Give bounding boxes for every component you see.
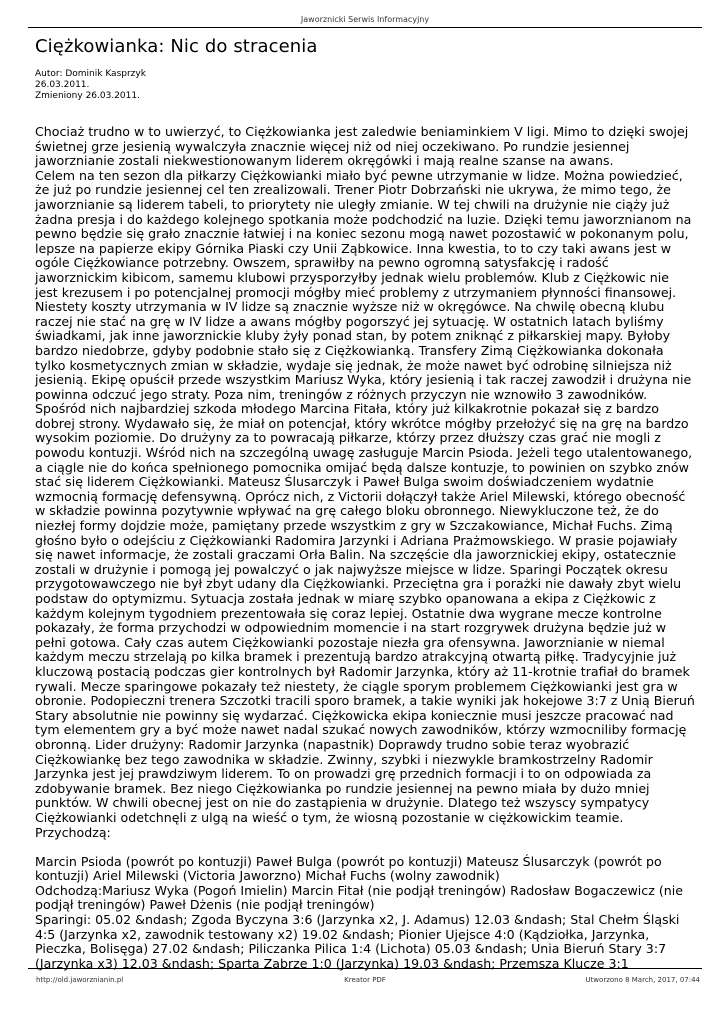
- paragraph-friendlies: Sparingi: 05.02 &ndash; Zgoda Byczyna 3:6 (Jarzynka x2, J. Adamus) 12.03 &ndash; Stal Chełm Śląski 4:5 (Jarzynka x2, zawodnik testowany x2) 19.02 &ndash; Pionier Ujejsce 4:0 (Kądziołka, Jarzynka, Pieczka, Bolisęga) 27.02 &ndash; Piliczanka Pilica 1:4 (Lichota) 05.03 &ndash; Unia Bieruń Stary 3:7 (Jarzynka x3) 12.03 &ndash; Sparta Zabrze 1:0 (Jarzynka) 19.03 &ndash; Przemsza Klucze 3:1: [35, 912, 680, 971]
- author-line: Autor: Dominik Kasprzyk: [35, 69, 146, 79]
- paragraph-intro: Chociaż trudno w to uwierzyć, to Ciężkowianka jest zaledwie beniaminkiem V ligi. Mimo to dzięki swojej świetnej grze jesienią wywalczyła znacznie więcej niż od niej oczekiwano. Po rundzie jesiennej jaworznianie zostali niekwestionowanym liderem okręgówki i mają realne szanse na awans.: [35, 124, 689, 169]
- paragraph-departures: Odchodzą:Mariusz Wyka (Pogoń Imielin) Marcin Fitał (nie podjął treningów) Radosław Bogaczewicz (nie podjął treningów) Paweł Dżenis (nie podjął treningów): [35, 882, 683, 913]
- footer-url-link[interactable]: http://old.jaworznianin.pl: [36, 976, 124, 984]
- article-title: Ciężkowianka: Nic do stracenia: [35, 36, 318, 57]
- site-name: Jaworznicki Serwis Informacyjny: [300, 15, 430, 24]
- article-meta: [35, 69, 146, 102]
- paragraph-arrivals: Marcin Psioda (powrót po kontuzji) Paweł Bulga (powrót po kontuzji) Mateusz Ślusarczyk (powrót po kontuzji) Ariel Milewski (Victoria Jaworzno) Michał Fuchs (wolny zawodnik): [35, 853, 662, 884]
- paragraph-main: Celem na ten sezon dla piłkarzy Ciężkowianki miało być pewne utrzymanie w lidze. Można powiedzieć, że już po rundzie jesiennej cel ten zrealizowali. Trener Piotr Dobrzański nie ukrywa, że mimo tego, że jaworznianie są liderem tabeli, to priorytety nie uległy zmianie. W tej chwili na drużynie nie ciąży już żadna presja i do każdego kolejnego spotkania może podchodzić na luzie. Dzięki temu jaworznianom na pewno będzie się grało znacznie łatwiej i na koniec sezonu mogą nawet pozostawić w pokonanym polu, lepsze na papierze ekipy Górnika Piaski czy Unii Ząbkowice. Inna kwestia, to to czy taki awans jest w ogóle Ciężkowiance potrzebny. Owszem, sprawiłby na pewno ogromną satysfakcję i radość jaworznickim kibicom, samemu klubowi przysporzyłby jednak wielu problemów. Klub z Ciężkowic nie jest krezusem i po potencjalnej promocji mógłby mieć problemy z utrzymaniem płynności finansowej. Niestety koszty utrzymania w IV lidze są znacznie wyższe niż w okręgówce. Na chwilę obecną klubu raczej nie stać na grę w IV lidze a awans mógłby pogorszyć jej sytuację. W ostatnich latach byliśmy świadkami, jak inne jaworznickie kluby żyły ponad stan, by potem zniknąć z piłkarskiej mapy. Byłoby bardzo niedobrze, gdyby podobnie stało się z Ciężkowianką. Transfery Zimą Ciężkowianka dokonała tylko kosmetycznych zmian w składzie, wydaje się jednak, że może nawet być odrobinę silniejsza niż jesienią. Ekipę opuścił przede wszystkim Mariusz Wyka, który jesienią i tak raczej zawodził i drużyna nie powinna odczuć jego straty. Poza nim, treningów z różnych przyczyn nie wznowiło 3 zawodników. Spośród nich najbardziej szkoda młodego Marcina Fitała, który już kilkakrotnie pokazał się z bardzo dobrej strony. Wydawało się, że miał on potencjał, który wkrótce mógłby przełożyć się na grę na bardzo wysokim poziomie. Do drużyny za to powracają piłkarze, którzy przez dłuższy czas grać nie mogli z powodu kontuzji. Wśród nich na szczególną uwagę zasługuje Marcin Psioda. Jeżeli tego utalentowanego, a ciągle nie do końca spełnionego pomocnika omijać będą dalsze kontuzje, to powinien on szybko znów stać się liderem Ciężkowianki. Mateusz Ślusarczyk i Paweł Bulga swoim doświadczeniem wydatnie wzmocnią formację defensywną. Oprócz nich, z Victorii dołączył także Ariel Milewski, którego obecność w składzie powinna pozytywnie wpływać na grę całego bloku obronnego. Niewykluczone też, że do niezłej formy dojdzie może, pamiętany przede wszystkim z gry w Szczakowiance, Michał Fuchs. Zimą głośno było o odejściu z Ciężkowianki Radomira Jarzynki i Adriana Prażmowskiego. W prasie pojawiały się nawet informacje, że zostali graczami Orła Balin. Na szczęście dla jaworznickiej ekipy, ostatecznie zostali w drużynie i pomogą jej powalczyć o jak najwyższe miejsce w lidze. Sparingi Początek okresu przygotowawczego nie był zbyt udany dla Ciężkowianki. Przeciętna gra i porażki nie dawały zbyt wielu podstaw do optymizmu. Sytuacja została jednak w miarę szybko opanowana a ekipa z Ciężkowic z każdym kolejnym tygodniem prezentowała się coraz lepiej. Ostatnie dwa wygrane mecze kontrolne pokazały, że forma przychodzi w odpowiednim momencie i na start rozgrywek drużyna będzie już w pełni gotowa. Cały czas autem Ciężkowianki pozostaje niezła gra ofensywna. Jaworznianie w niemal każdym meczu strzelają po kilka bramek i prezentują bardzo atrakcyjną otwartą piłkę. Tradycyjnie już kluczową postacią podczas gier kontrolnych był Radomir Jarzynka, który aż 11-krotnie trafiał do bramek rywali. Mecze sparingowe pokazały też niestety, że ciągle sporym problemem Ciężkowianki jest gra w obronie. Podopieczni trenera Szczotki tracili sporo bramek, a takie wyniki jak hokejowe 3:7 z Unią Bieruń Stary absolutnie nie powinny się wydarzać. Ciężkowicka ekipa koniecznie musi jeszcze pracować nad tym elementem gry a być może nawet nadal szukać nowych zawodników, którzy wzmocniliby formację obronną. Lider drużyny: Radomir Jarzynka (napastnik) Doprawdy trudno sobie teraz wyobrazić Ciężkowiankę bez tego zawodnika w składzie. Zwinny, szybki i niezwykle bramkostrzelny Radomir Jarzynka jest jej prawdziwym liderem. To on prowadzi grę przednich formacji i to on odpowiada za zdobywanie bramek. Bez niego Ciężkowianka po rundzie jesiennej na pewno miała by dużo mniej punktów. W chwili obecnej jest on nie do zastąpienia w drużynie. Dlatego też wszyscy sympatycy Ciężkowianki odetchnęli z ulgą na wieść o tym, że wiosną pozostanie w ciężkowickim teamie. Przychodzą:: [35, 167, 695, 840]
- paragraph-spacer: [35, 840, 695, 855]
- modified-line: Zmieniony 26.03.2011.: [35, 91, 140, 101]
- footer-divider: [28, 968, 702, 969]
- article-body: [35, 125, 695, 971]
- header-divider: [28, 27, 702, 28]
- footer-created-date: Utworzono 8 March, 2017, 07:44: [585, 976, 700, 984]
- publish-date: 26.03.2011.: [35, 80, 90, 90]
- page-footer: [28, 968, 702, 988]
- footer-generator: Kreator PDF: [344, 976, 386, 984]
- page-header: [28, 0, 702, 30]
